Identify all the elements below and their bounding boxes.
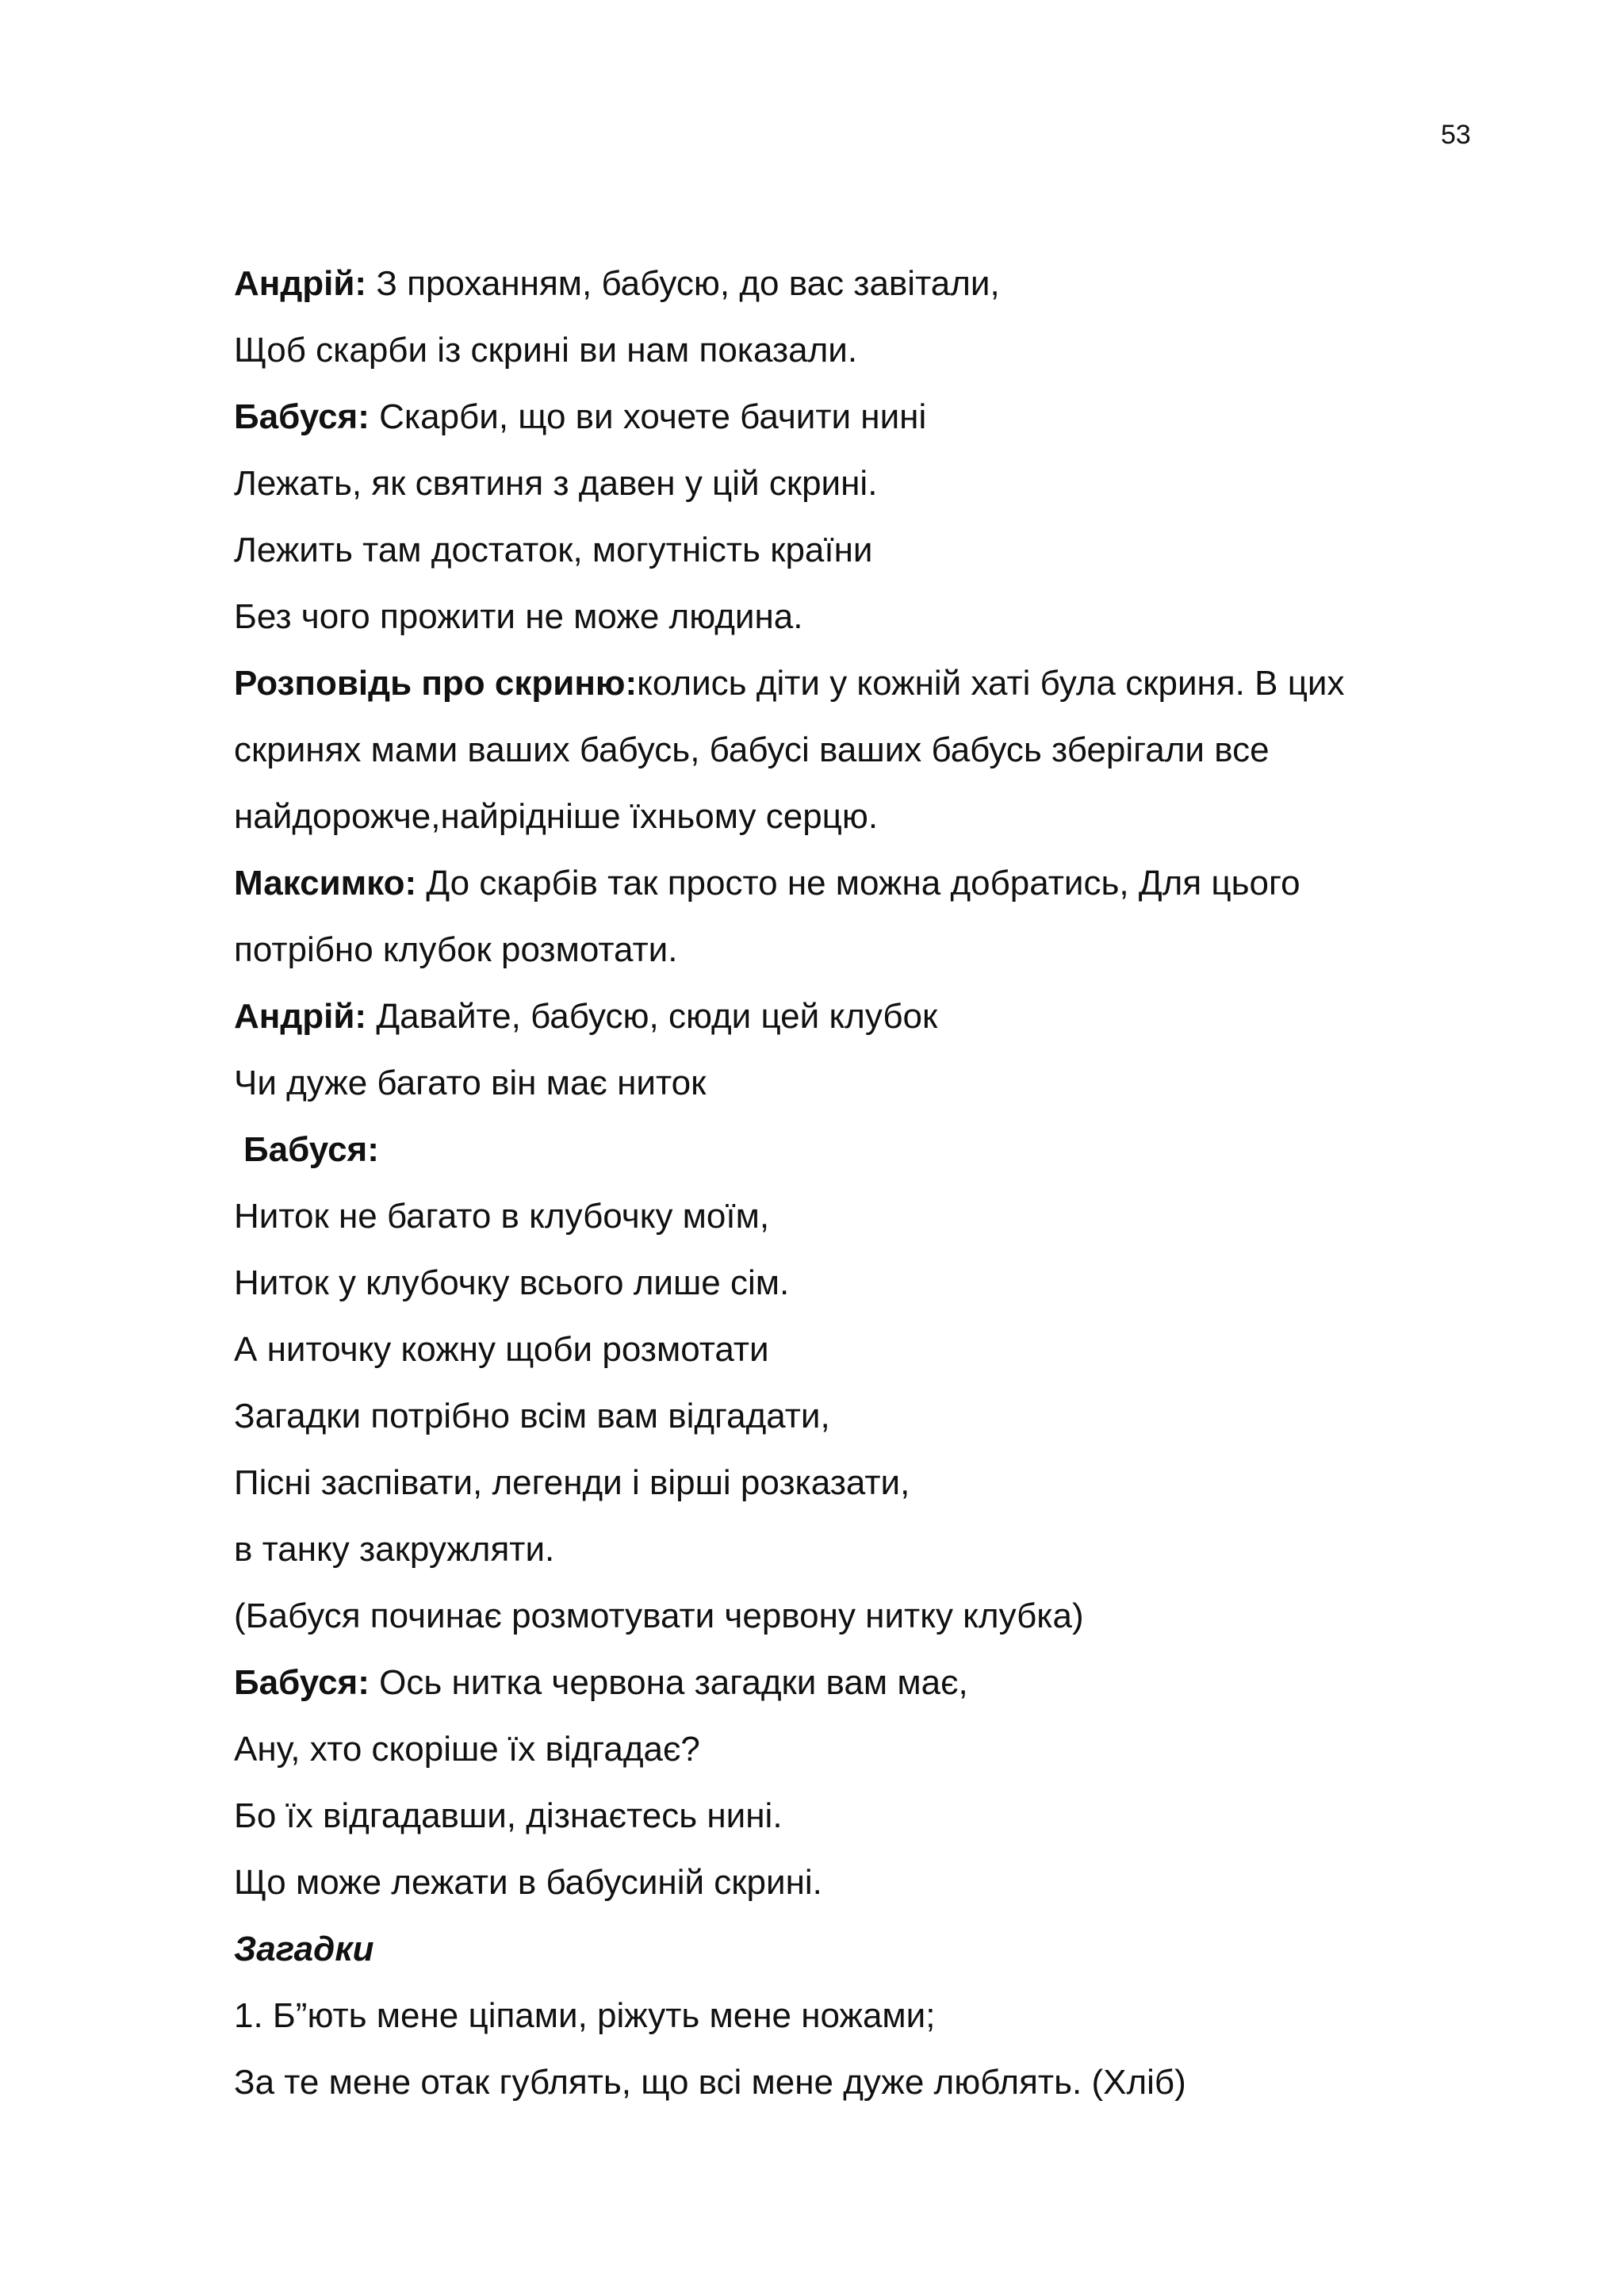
line-text: З проханням, бабусю, до вас завітали, <box>366 264 1000 303</box>
line-text: Що може лежати в бабусиній скрині. <box>234 1863 822 1902</box>
line-text: Пісні заспівати, легенди і вірші розказати, <box>234 1463 910 1502</box>
speaker-name: Андрій: <box>234 997 367 1036</box>
text-line <box>234 983 1471 1050</box>
text-line <box>234 584 1471 650</box>
text-line <box>234 1383 1471 1450</box>
text-line <box>234 1250 1471 1317</box>
page-number: 53 <box>1441 120 1471 150</box>
line-text: Без чого прожити не може людина. <box>234 597 803 636</box>
line-text: Лежать, як святиня з давен у цій скрині. <box>234 464 878 503</box>
line-text: скринях мами ваших бабусь, бабусі ваших бабусь зберігали все <box>234 730 1270 769</box>
line-text: Ниток у клубочку всього лише сім. <box>234 1263 790 1302</box>
line-text: Ось нитка червона загадки вам має, <box>369 1663 968 1702</box>
text-line <box>234 1450 1471 1516</box>
speaker-name: Бабуся: <box>234 1663 370 1702</box>
text-line <box>234 251 1471 317</box>
text-line <box>234 1783 1471 1849</box>
text-line <box>234 1516 1471 1583</box>
text-line <box>234 1050 1471 1117</box>
line-text: Ану, хто скоріше їх відгадає? <box>234 1730 700 1769</box>
speaker-name: Андрій: <box>234 264 367 303</box>
line-text: колись діти у кожній хаті була скриня. В цих <box>637 664 1345 703</box>
line-text: в танку закружляти. <box>234 1530 555 1569</box>
line-text: Щоб скарби із скрині ви нам показали. <box>234 331 858 370</box>
text-line <box>234 384 1471 450</box>
line-text: Чи дуже багато він має ниток <box>234 1064 707 1102</box>
text-line <box>234 917 1471 983</box>
text-line <box>234 517 1471 584</box>
section-heading: Загадки <box>234 1930 374 1968</box>
line-text: Давайте, бабусю, сюди цей клубок <box>366 997 938 1036</box>
line-text: (Бабуся починає розмотувати червону нитку клубка) <box>234 1596 1084 1635</box>
line-text: Скарби, що ви хочете бачити нині <box>369 397 927 436</box>
line-text: Загадки потрібно всім вам відгадати, <box>234 1397 830 1435</box>
line-text: 1. Б”ють мене ціпами, ріжуть мене ножами; <box>234 1996 936 2035</box>
line-text: А ниточку кожну щоби розмотати <box>234 1330 769 1369</box>
text-line <box>234 1716 1471 1783</box>
text-line <box>234 317 1471 384</box>
speaker-name: Розповідь про скриню: <box>234 664 638 703</box>
text-line <box>234 1983 1471 2049</box>
speaker-name: Бабуся: <box>243 1130 379 1169</box>
text-line <box>234 850 1471 917</box>
line-text: Бо їх відгадавши, дізнаєтесь нині. <box>234 1796 783 1835</box>
line-text: найдорожче,найрідніше їхньому серцю. <box>234 797 879 836</box>
document-body <box>234 251 1471 2116</box>
text-line <box>234 1317 1471 1383</box>
text-line <box>234 717 1471 784</box>
line-text: За те мене отак гублять, що всі мене дуже люблять. (Хліб) <box>234 2063 1186 2102</box>
speaker-name: Бабуся: <box>234 397 370 436</box>
text-line <box>234 1183 1471 1250</box>
text-line <box>234 2049 1471 2116</box>
text-line <box>234 1583 1471 1650</box>
text-line <box>234 1650 1471 1716</box>
line-text: потрібно клубок розмотати. <box>234 930 678 969</box>
line-text: Ниток не багато в клубочку моїм, <box>234 1197 770 1236</box>
text-line <box>234 1117 1471 1183</box>
text-line <box>234 650 1471 717</box>
text-line <box>234 784 1471 850</box>
line-text: До скарбів так просто не можна добратись, Для цього <box>416 864 1300 903</box>
line-text: Лежить там достаток, могутність країни <box>234 531 873 569</box>
text-line <box>234 450 1471 517</box>
text-line <box>234 1849 1471 1916</box>
speaker-name: Максимко: <box>234 864 417 903</box>
